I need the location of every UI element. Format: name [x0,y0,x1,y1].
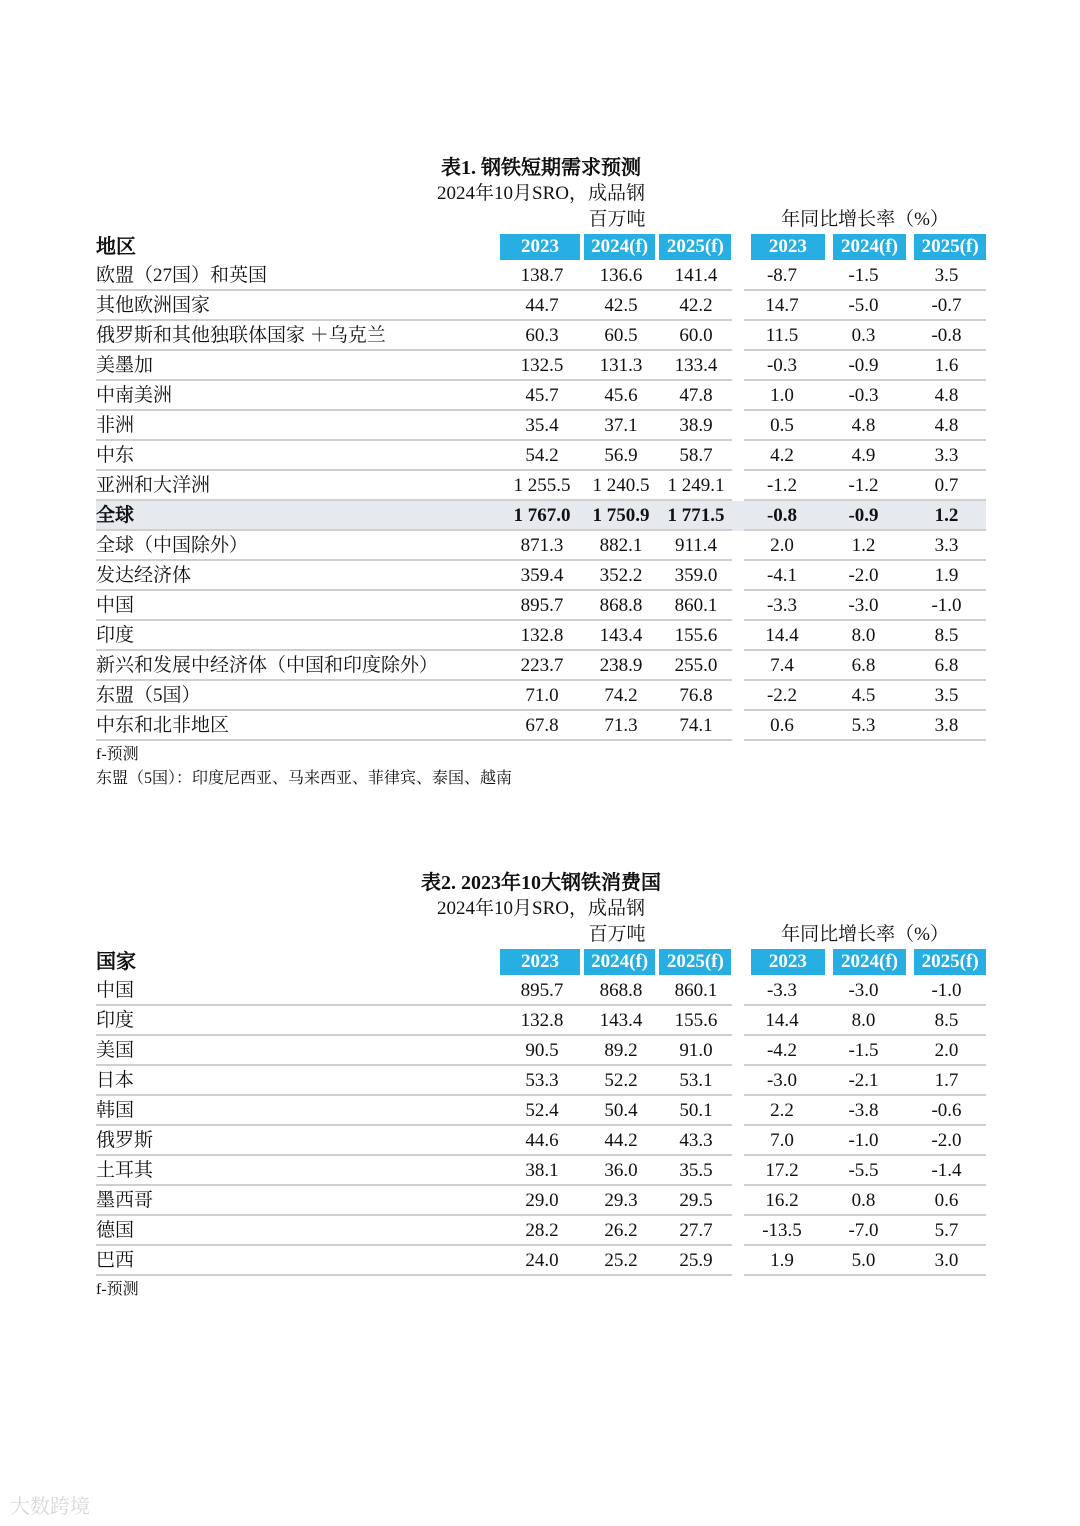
row-value: 25.2 [582,1246,660,1276]
row-value: 8.0 [820,621,907,651]
table-row [96,1006,986,1036]
table-row [96,471,986,501]
row-value: 1.2 [820,531,907,561]
row-value: 155.6 [660,621,732,651]
row-value: 895.7 [502,976,582,1006]
row-value: -0.9 [820,501,907,531]
row-value: 29.3 [582,1186,660,1216]
row-value: 90.5 [502,1036,582,1066]
row-value: 71.0 [502,681,582,711]
table-row [96,681,986,711]
table-row [96,381,986,411]
row-value: 38.1 [502,1156,582,1186]
row-value: 42.2 [660,291,732,321]
row-value: 45.7 [502,381,582,411]
row-value: 1.9 [907,561,986,591]
row-value: 27.7 [660,1216,732,1246]
table1-note-asean: 东盟（5国）：印度尼西亚、马来西亚、菲律宾、泰国、越南 [96,770,513,787]
row-value: -0.3 [820,381,907,411]
row-label: 发达经济体 [96,561,502,591]
row-value: 0.6 [744,711,820,741]
row-value: 359.0 [660,561,732,591]
table-row [96,411,986,441]
row-value: -13.5 [744,1216,820,1246]
row-value: 868.8 [582,591,660,621]
table1-col-header: 2024(f) [584,234,656,260]
row-value: 3.5 [907,261,986,291]
table-row [96,1036,986,1066]
table2-header-row [96,948,986,976]
table-row [96,621,986,651]
row-label: 俄罗斯和其他独联体国家 ＋乌克兰 [96,321,502,351]
row-value: 45.6 [582,381,660,411]
table1-header-row [96,233,986,261]
row-value: 143.4 [582,621,660,651]
row-value: 52.2 [582,1066,660,1096]
row-value: -0.9 [820,351,907,381]
watermark-logo: 大数跨境 [10,1494,90,1518]
row-value: 0.6 [907,1186,986,1216]
row-value: 47.8 [660,381,732,411]
row-value: 54.2 [502,441,582,471]
row-label: 印度 [96,1006,502,1036]
row-value: -2.0 [907,1126,986,1156]
table2-col-header: 2025(f) [914,949,986,975]
row-value: 53.3 [502,1066,582,1096]
row-label: 墨西哥 [96,1186,502,1216]
table2-note-forecast: f-预测 [96,1281,139,1298]
row-value: 89.2 [582,1036,660,1066]
row-value: 7.0 [744,1126,820,1156]
row-label: 全球（中国除外） [96,531,502,561]
row-value: 1.2 [907,501,986,531]
table-row [96,351,986,381]
row-value: 2.2 [744,1096,820,1126]
row-value: 4.8 [907,411,986,441]
row-value: 132.5 [502,351,582,381]
row-value: 38.9 [660,411,732,441]
table-row [96,531,986,561]
row-label: 新兴和发展中经济体（中国和印度除外） [96,651,502,681]
table2-label-header: 国家 [96,951,136,973]
row-value: -3.0 [820,591,907,621]
row-value: 44.7 [502,291,582,321]
table-row [96,591,986,621]
row-value: 44.2 [582,1126,660,1156]
row-value: 71.3 [582,711,660,741]
row-value: 3.5 [907,681,986,711]
row-value: -0.8 [744,501,820,531]
row-value: 29.0 [502,1186,582,1216]
row-value: -0.3 [744,351,820,381]
table2-col-header: 2024(f) [833,949,907,975]
row-value: 56.9 [582,441,660,471]
row-value: -1.4 [907,1156,986,1186]
row-label: 德国 [96,1216,502,1246]
row-value: 2.0 [744,531,820,561]
table-row [96,711,986,741]
row-value: 50.1 [660,1096,732,1126]
row-value: 4.2 [744,441,820,471]
row-value: 91.0 [660,1036,732,1066]
row-value: 143.4 [582,1006,660,1036]
row-value: 1.7 [907,1066,986,1096]
row-value: -0.6 [907,1096,986,1126]
row-value: 4.9 [820,441,907,471]
row-value: 1 750.9 [582,501,660,531]
table-row [96,1216,986,1246]
row-value: 4.8 [820,411,907,441]
row-value: 0.3 [820,321,907,351]
row-value: 14.4 [744,1006,820,1036]
row-value: 28.2 [502,1216,582,1246]
row-value: 352.2 [582,561,660,591]
table1-subtitle: 2024年10月SRO，成品钢 [437,183,645,204]
table-row [96,561,986,591]
row-label: 美国 [96,1036,502,1066]
row-value: 44.6 [502,1126,582,1156]
row-value: -3.0 [744,1066,820,1096]
row-value: 58.7 [660,441,732,471]
row-label: 东盟（5国） [96,681,502,711]
row-value: 4.5 [820,681,907,711]
row-value: -2.0 [820,561,907,591]
row-value: 1 767.0 [502,501,582,531]
row-value: 5.0 [820,1246,907,1276]
row-label: 非洲 [96,411,502,441]
row-value: 8.5 [907,1006,986,1036]
row-value: 5.7 [907,1216,986,1246]
table1-title: 表1. 钢铁短期需求预测 [441,157,641,179]
table-row [96,1186,986,1216]
row-value: 37.1 [582,411,660,441]
row-value: 0.5 [744,411,820,441]
row-value: 132.8 [502,1006,582,1036]
row-value: 29.5 [660,1186,732,1216]
row-value: -2.1 [820,1066,907,1096]
row-value: -1.2 [820,471,907,501]
row-label: 韩国 [96,1096,502,1126]
row-value: 4.8 [907,381,986,411]
table2-col-header: 2025(f) [659,949,731,975]
table1-unit-mt: 百万吨 [588,209,646,230]
table1-col-header: 2023 [500,234,580,260]
row-value: 1.0 [744,381,820,411]
row-value: -8.7 [744,261,820,291]
row-value: 1 240.5 [582,471,660,501]
row-value: 895.7 [502,591,582,621]
row-value: -4.1 [744,561,820,591]
row-label: 全球 [96,501,502,531]
row-value: 868.8 [582,976,660,1006]
row-value: 60.3 [502,321,582,351]
row-value: 155.6 [660,1006,732,1036]
table1-col-header: 2025(f) [914,234,986,260]
row-value: 17.2 [744,1156,820,1186]
row-value: -3.8 [820,1096,907,1126]
row-value: 26.2 [582,1216,660,1246]
row-label: 中东和北非地区 [96,711,502,741]
row-value: 43.3 [660,1126,732,1156]
row-label: 亚洲和大洋洲 [96,471,502,501]
table-row [96,261,986,291]
row-value: 238.9 [582,651,660,681]
table1-unit-pct: 年同比增长率（%） [781,209,949,230]
row-value: -5.5 [820,1156,907,1186]
row-label: 中东 [96,441,502,471]
row-value: 3.8 [907,711,986,741]
row-label: 美墨加 [96,351,502,381]
row-value: -4.2 [744,1036,820,1066]
table-row [96,321,986,351]
row-value: 223.7 [502,651,582,681]
row-value: 6.8 [820,651,907,681]
row-value: 36.0 [582,1156,660,1186]
table-row [96,441,986,471]
row-value: 1.6 [907,351,986,381]
row-value: 14.4 [744,621,820,651]
table2-body [96,976,986,1276]
row-value: 74.2 [582,681,660,711]
row-value: 35.5 [660,1156,732,1186]
row-label: 中国 [96,591,502,621]
table-row [96,1126,986,1156]
table1-col-header: 2024(f) [833,234,907,260]
row-value: 25.9 [660,1246,732,1276]
row-value: 14.7 [744,291,820,321]
table-row [96,1246,986,1276]
row-value: -3.3 [744,591,820,621]
table2-unit-pct: 年同比增长率（%） [781,924,949,945]
row-label: 日本 [96,1066,502,1096]
row-value: 60.5 [582,321,660,351]
row-value: 16.2 [744,1186,820,1216]
row-value: -7.0 [820,1216,907,1246]
row-value: -1.5 [820,1036,907,1066]
row-value: 871.3 [502,531,582,561]
table1-col-header: 2023 [751,234,825,260]
row-value: 3.3 [907,441,986,471]
row-label: 土耳其 [96,1156,502,1186]
row-value: -2.2 [744,681,820,711]
table2-unit-row [96,922,986,948]
row-value: 2.0 [907,1036,986,1066]
table-row [96,651,986,681]
row-value: 141.4 [660,261,732,291]
row-label: 巴西 [96,1246,502,1276]
row-label: 中国 [96,976,502,1006]
row-value: -3.3 [744,976,820,1006]
row-value: 136.6 [582,261,660,291]
row-value: 1.9 [744,1246,820,1276]
row-value: 132.8 [502,621,582,651]
row-value: 8.0 [820,1006,907,1036]
row-label: 欧盟（27国）和英国 [96,261,502,291]
table2-subtitle: 2024年10月SRO，成品钢 [437,898,645,919]
row-value: 133.4 [660,351,732,381]
row-value: 42.5 [582,291,660,321]
row-value: 60.0 [660,321,732,351]
row-value: 1 255.5 [502,471,582,501]
row-value: 76.8 [660,681,732,711]
row-value: 0.7 [907,471,986,501]
table2-col-header: 2023 [751,949,825,975]
row-value: -1.2 [744,471,820,501]
table-row [96,1096,986,1126]
row-value: 74.1 [660,711,732,741]
row-value: 131.3 [582,351,660,381]
row-value: 5.3 [820,711,907,741]
row-value: -1.5 [820,261,907,291]
table-row [96,501,986,531]
row-value: 7.4 [744,651,820,681]
row-value: 53.1 [660,1066,732,1096]
table1-note-forecast: f-预测 [96,746,139,763]
row-value: 6.8 [907,651,986,681]
row-value: 882.1 [582,531,660,561]
table-row [96,291,986,321]
row-value: -1.0 [907,976,986,1006]
row-value: 1 771.5 [660,501,732,531]
row-value: 860.1 [660,976,732,1006]
row-value: 3.3 [907,531,986,561]
row-value: 35.4 [502,411,582,441]
table1-unit-row [96,207,986,233]
row-label: 印度 [96,621,502,651]
row-value: 24.0 [502,1246,582,1276]
table2-col-header: 2024(f) [584,949,656,975]
table1-body [96,261,986,741]
table1-col-header: 2025(f) [659,234,731,260]
table-row [96,976,986,1006]
row-value: -3.0 [820,976,907,1006]
row-label: 俄罗斯 [96,1126,502,1156]
row-value: -0.8 [907,321,986,351]
row-value: 50.4 [582,1096,660,1126]
row-value: 11.5 [744,321,820,351]
row-value: 359.4 [502,561,582,591]
table2 [96,870,986,1302]
row-value: 3.0 [907,1246,986,1276]
table2-unit-mt: 百万吨 [588,924,646,945]
row-value: 1 249.1 [660,471,732,501]
row-value: 67.8 [502,711,582,741]
row-value: -0.7 [907,291,986,321]
table1-label-header: 地区 [96,236,136,258]
row-value: 138.7 [502,261,582,291]
row-value: 0.8 [820,1186,907,1216]
row-label: 其他欧洲国家 [96,291,502,321]
row-value: 255.0 [660,651,732,681]
row-value: 911.4 [660,531,732,561]
row-label: 中南美洲 [96,381,502,411]
row-value: -5.0 [820,291,907,321]
table2-col-header: 2023 [500,949,580,975]
row-value: 52.4 [502,1096,582,1126]
table2-title: 表2. 2023年10大钢铁消费国 [421,872,661,894]
row-value: -1.0 [907,591,986,621]
table-row [96,1066,986,1096]
row-value: -1.0 [820,1126,907,1156]
row-value: 860.1 [660,591,732,621]
row-value: 8.5 [907,621,986,651]
table-row [96,1156,986,1186]
table1 [96,155,986,791]
